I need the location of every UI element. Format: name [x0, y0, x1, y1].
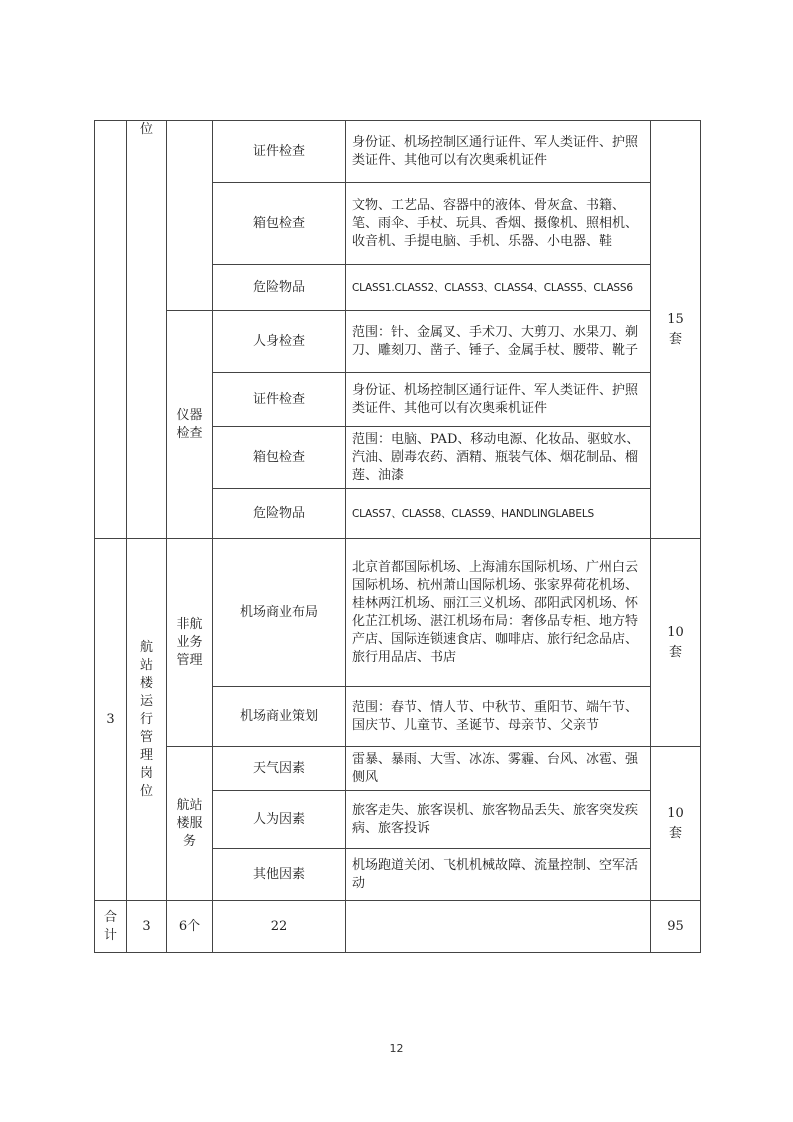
- qty-label: 10套: [667, 805, 684, 841]
- desc-cell: 范围：针、金属叉、手术刀、大剪刀、水果刀、剃刀、雕刻刀、凿子、锤子、金属手杖、腰带、靴子: [346, 311, 651, 373]
- item-cell: 机场商业布局: [213, 539, 346, 687]
- post-label: 航站楼运行管理岗位: [139, 639, 153, 799]
- total-label: 合计: [103, 909, 117, 943]
- item-cell: 证件检查: [213, 373, 346, 427]
- item-cell: 箱包检查: [213, 427, 346, 489]
- table-row: [95, 311, 701, 373]
- item-cell: 机场商业策划: [213, 687, 346, 747]
- qty-label: 10套: [667, 624, 684, 660]
- group-label: 仪器检查: [176, 407, 203, 441]
- item-cell: 证件检查: [213, 121, 346, 183]
- qty-label: 15套: [667, 311, 684, 347]
- table-row: [95, 747, 701, 791]
- total-items-cell: 22: [213, 901, 346, 953]
- item-cell: 其他因素: [213, 849, 346, 901]
- desc-cell: 范围：春节、情人节、中秋节、重阳节、端午节、国庆节、儿童节、圣诞节、母亲节、父亲节: [346, 687, 651, 747]
- desc-cell: 旅客走失、旅客误机、旅客物品丢失、旅客突发疾病、旅客投诉: [346, 791, 651, 849]
- num-cell: 3: [95, 539, 127, 901]
- post-label: 位: [139, 122, 153, 137]
- total-desc-cell: [346, 901, 651, 953]
- desc-cell: CLASS1.CLASS2、CLASS3、CLASS4、CLASS5、CLASS6: [346, 265, 651, 311]
- page-number: 12: [389, 1042, 404, 1055]
- group-cell: [167, 539, 213, 747]
- item-cell: 人身检查: [213, 311, 346, 373]
- item-cell: 箱包检查: [213, 183, 346, 265]
- item-cell: 天气因素: [213, 747, 346, 791]
- desc-cell: CLASS7、CLASS8、CLASS9、HANDLINGLABELS: [346, 489, 651, 539]
- total-label-cell: [95, 901, 127, 953]
- item-cell: 危险物品: [213, 489, 346, 539]
- table-row: [95, 539, 701, 687]
- desc-cell: 机场跑道关闭、飞机机械故障、流量控制、空军活动: [346, 849, 651, 901]
- total-qty-cell: 95: [651, 901, 701, 953]
- qty-cell: [651, 539, 701, 747]
- post-cell: [127, 539, 167, 901]
- training-content-table: [94, 120, 701, 953]
- item-cell: 危险物品: [213, 265, 346, 311]
- group-label: 航站楼服务: [176, 797, 203, 849]
- group-cell: [167, 311, 213, 539]
- group-cell: [167, 747, 213, 901]
- total-posts-cell: 3: [127, 901, 167, 953]
- desc-cell: 身份证、机场控制区通行证件、军人类证件、护照类证件、其他可以有次奥乘机证件: [346, 373, 651, 427]
- num-cell-continued: [95, 121, 127, 539]
- desc-cell: 雷暴、暴雨、大雪、冰冻、雾霾、台风、冰雹、强侧风: [346, 747, 651, 791]
- post-cell-continued: [127, 121, 167, 539]
- desc-cell: 北京首都国际机场、上海浦东国际机场、广州白云国际机场、杭州萧山国际机场、张家界荷花机场、桂林两江机场、丽江三义机场、邵阳武冈机场、怀化芷江机场、湛江机场布局：奢侈品专柜、地方特产店、国际连锁速食店、咖啡店、旅行纪念品店、旅行用品店、书店: [346, 539, 651, 687]
- qty-cell: [651, 747, 701, 901]
- desc-cell: 身份证、机场控制区通行证件、军人类证件、护照类证件、其他可以有次奥乘机证件: [346, 121, 651, 183]
- desc-cell: 文物、工艺品、容器中的液体、骨灰盒、书籍、笔、雨伞、手杖、玩具、香烟、摄像机、照相机、收音机、手提电脑、手机、乐器、小电器、鞋: [346, 183, 651, 265]
- document-page: [94, 120, 700, 953]
- item-cell: 人为因素: [213, 791, 346, 849]
- total-row: [95, 901, 701, 953]
- group-cell-continued: [167, 121, 213, 311]
- desc-cell: 范围：电脑、PAD、移动电源、化妆品、驱蚊水、汽油、剧毒农药、酒精、瓶装气体、烟花制品、榴莲、油漆: [346, 427, 651, 489]
- qty-cell: [651, 121, 701, 539]
- table-row: [95, 121, 701, 183]
- total-groups-cell: 6个: [167, 901, 213, 953]
- group-label: 非航业务管理: [176, 616, 203, 668]
